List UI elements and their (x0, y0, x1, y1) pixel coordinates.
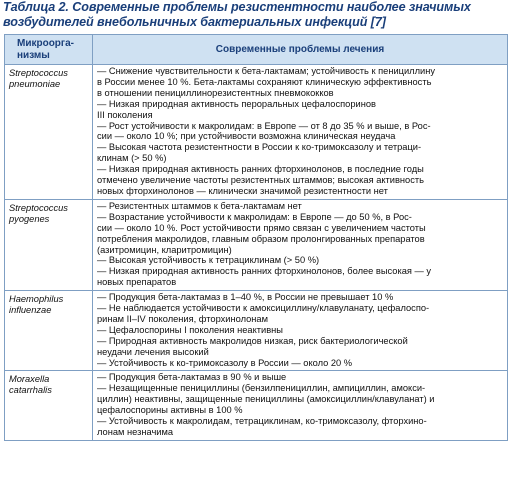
problem-text-line: — Возрастание устойчивости к макролидам: в Европе — до 50 %, в Рос- (97, 211, 412, 222)
problem-text-line: III поколения (97, 109, 153, 120)
problems-cell (93, 291, 508, 371)
organism-name-line: catarrhalis (9, 385, 52, 396)
organism-cell (5, 291, 93, 371)
resistance-table (4, 34, 508, 441)
problem-text-line: (азитромицин, кларитромицин) (97, 244, 232, 255)
problem-text-line: — Устойчивость к макролидам, тетрациклинам, ко-тримоксазолу, фторхино- (97, 416, 427, 427)
problem-text-line: в России менее 10 %. Бета-лактамы сохраняют клиническую эффективность (97, 76, 432, 87)
caption-line-1: Таблица 2. Современные проблемы резистентности наиболее значимых (3, 0, 471, 14)
problem-text-line: в отношении пенициллинорезистентных пневмококков (97, 87, 334, 98)
organism-name-line: influenzae (9, 305, 52, 316)
problem-text-line: сии — около 10 %. Рост устойчивости прямо связан с увеличением частоты (97, 222, 426, 233)
problem-text-line: — Снижение чувствительности к бета-лактамам; устойчивость к пенициллину (97, 66, 436, 76)
header-problems: Современные проблемы лечения (93, 35, 508, 65)
header-organisms (5, 35, 93, 65)
problem-text-line: ринам II–IV поколения, фторхинолонам (97, 313, 268, 324)
problem-text-line: — Высокая частота резистентности в России к ко-тримоксазолу и тетраци- (97, 142, 422, 153)
problem-text-line: — Высокая устойчивость к тетрациклинам (> 50 %) (97, 255, 320, 266)
problem-text-line: циллин) неактивны, защищенные пенициллины (амоксициллин/клавуланат) и (97, 394, 435, 405)
problem-text-line: клинам (> 50 %) (97, 153, 167, 164)
problem-text-line: отмечено увеличение частоты резистентных штаммов; высокая активность (97, 175, 424, 186)
organism-name-line: Haemophilus (9, 294, 64, 305)
table-body (5, 65, 508, 441)
problem-text-line: потребления макролидов, главным образом пролонгированных препаратов (97, 233, 425, 244)
problem-text-line: новых фторхинолонов — клинически значимой резистентности нет (97, 185, 388, 196)
organism-cell (5, 371, 93, 440)
problem-text-line: цефалоспорины активны в 100 % (97, 405, 243, 416)
organism-cell (5, 199, 93, 290)
problem-text-line: — Низкая природная активность ранних фторхинолонов, более высокая — у (97, 266, 432, 277)
organism-name-line: Streptococcus (9, 68, 68, 78)
problem-text-line: новых препаратов (97, 277, 177, 288)
table-row (5, 65, 508, 200)
organism-cell (5, 65, 93, 200)
table-row (5, 371, 508, 440)
problem-text-line: — Не наблюдается устойчивости к амоксициллину/клавуланату, цефалоспо- (97, 303, 430, 314)
problems-cell (93, 199, 508, 290)
header-organisms-line-2: низмы (17, 49, 50, 61)
problem-text-line: — Устойчивость к ко-тримоксазолу в России — около 20 % (97, 357, 353, 368)
caption-line-2: возбудителей внебольничных бактериальных инфекций [7] (3, 15, 386, 29)
problem-text-line: — Низкая природная активность ранних фторхинолонов, в последние годы (97, 164, 424, 175)
problem-text-line: — Продукция бета-лактамаз в 1–40 %, в России не превышает 10 % (97, 292, 394, 303)
header-organisms-line-1: Микроорга- (17, 37, 74, 49)
problem-text-line: — Продукция бета-лактамаз в 90 % и выше (97, 372, 287, 383)
problem-text-line: — Цефалоспорины I поколения неактивны (97, 324, 283, 335)
table-row (5, 291, 508, 371)
problems-cell (93, 371, 508, 440)
organism-name-line: pneumoniae (9, 79, 61, 89)
problem-text-line: лонам незначима (97, 427, 174, 437)
organism-name-line: Moraxella (9, 374, 50, 385)
problem-text-line: — Резистентных штаммов к бета-лактамам нет (97, 200, 302, 211)
problem-text-line: — Рост устойчивости к макролидам: в Европе — от 8 до 35 % и выше, в Рос- (97, 120, 431, 131)
problem-text-line: — Низкая природная активность пероральных цефалоспоринов (97, 98, 376, 109)
problems-cell (93, 65, 508, 200)
organism-name-line: Streptococcus (9, 202, 68, 213)
problem-text-line: неудачи лечения высокий (97, 346, 209, 357)
table-row (5, 199, 508, 290)
problem-text-line: сии — около 10 %; при устойчивости возможна клиническая неудача (97, 131, 396, 142)
header-row (5, 35, 508, 65)
table-caption (3, 0, 508, 30)
problem-text-line: — Незащищенные пенициллины (бензилпенициллин, ампициллин, амокси- (97, 383, 426, 394)
organism-name-line: pyogenes (9, 213, 50, 224)
problem-text-line: — Природная активность макролидов низкая, риск бактериологической (97, 335, 408, 346)
